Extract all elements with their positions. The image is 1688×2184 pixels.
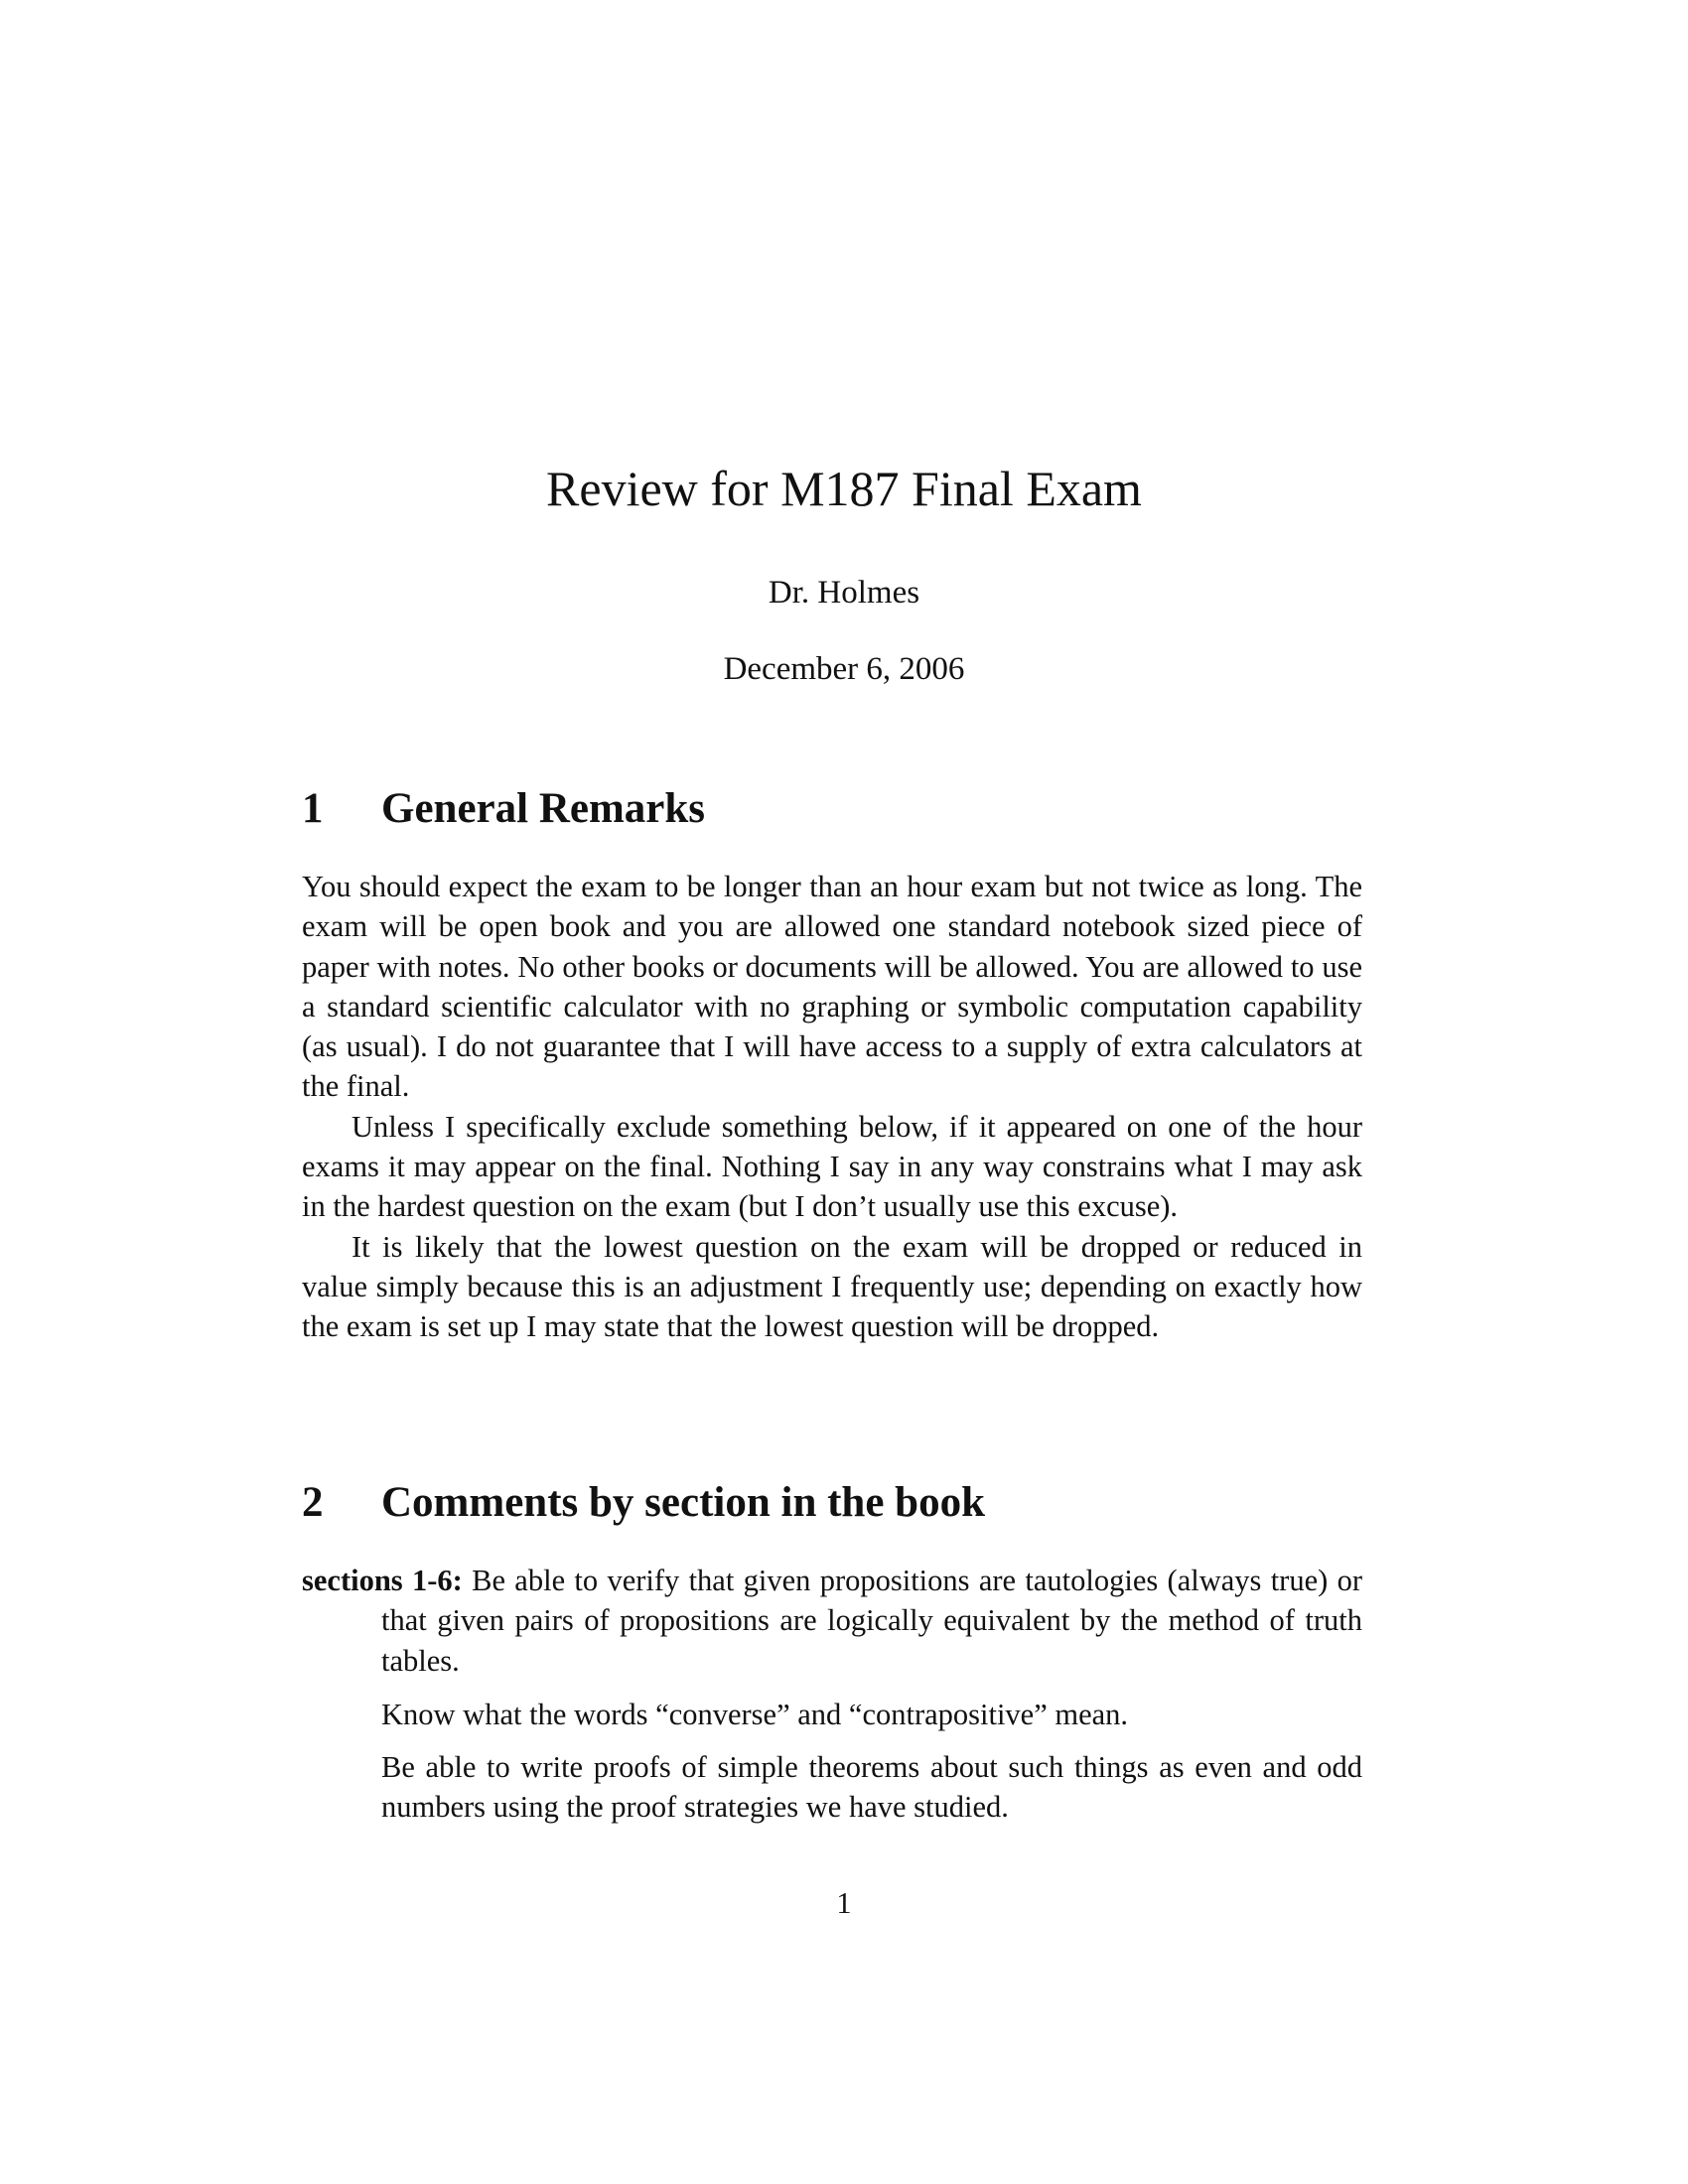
item-label: sections 1-6:	[302, 1564, 463, 1597]
general-remarks-body	[302, 867, 1362, 1347]
item-extra-paragraph: Be able to write proofs of simple theorems about such things as even and odd numbers using the proof strategies we have studied.	[381, 1750, 1362, 1825]
paragraph: You should expect the exam to be longer than an hour exam but not twice as long. The exam will be open book and you are allowed one standard notebook sized piece of paper with notes. No other books or documents will be allowed. You are allowed to use a standard scientific calculator with no graphing or symbolic computation capability (as usual). I do not guarantee that I will have access to a supply of extra calculators at the final.	[302, 870, 1362, 1104]
paragraph: Unless I specifically exclude something below, if it appeared on one of the hour exams it may appear on the final. Nothing I say in any way constrains what I may ask in the hardest question on the exam (but I don’t usually use this excuse).	[302, 1109, 1362, 1224]
document-date: December 6, 2006	[723, 651, 965, 687]
section-title: Comments by section in the book	[381, 1479, 986, 1526]
section-heading-comments-by-section	[302, 1478, 985, 1528]
section-number: 2	[302, 1479, 324, 1526]
paragraph: It is likely that the lowest question on the exam will be dropped or reduced in value simply because this is an adjustment I frequently use; depending on exactly how the exam is set up I may state that the lowest question will be dropped.	[302, 1229, 1362, 1344]
document-title: Review for M187 Final Exam	[546, 461, 1142, 516]
description-item-sections-1-6	[302, 1561, 1362, 1681]
section-heading-general-remarks	[302, 784, 705, 834]
item-text: Be able to verify that given propositions are tautologies (always true) or that given pairs of propositions are logically equivalent by the method of truth tables.	[381, 1564, 1362, 1678]
section-number: 1	[302, 785, 324, 832]
section-title: General Remarks	[381, 785, 706, 832]
item-extra-paragraph: Know what the words “converse” and “contrapositive” mean.	[381, 1698, 1129, 1731]
document-author: Dr. Holmes	[768, 575, 920, 611]
page-number: 1	[836, 1886, 852, 1920]
